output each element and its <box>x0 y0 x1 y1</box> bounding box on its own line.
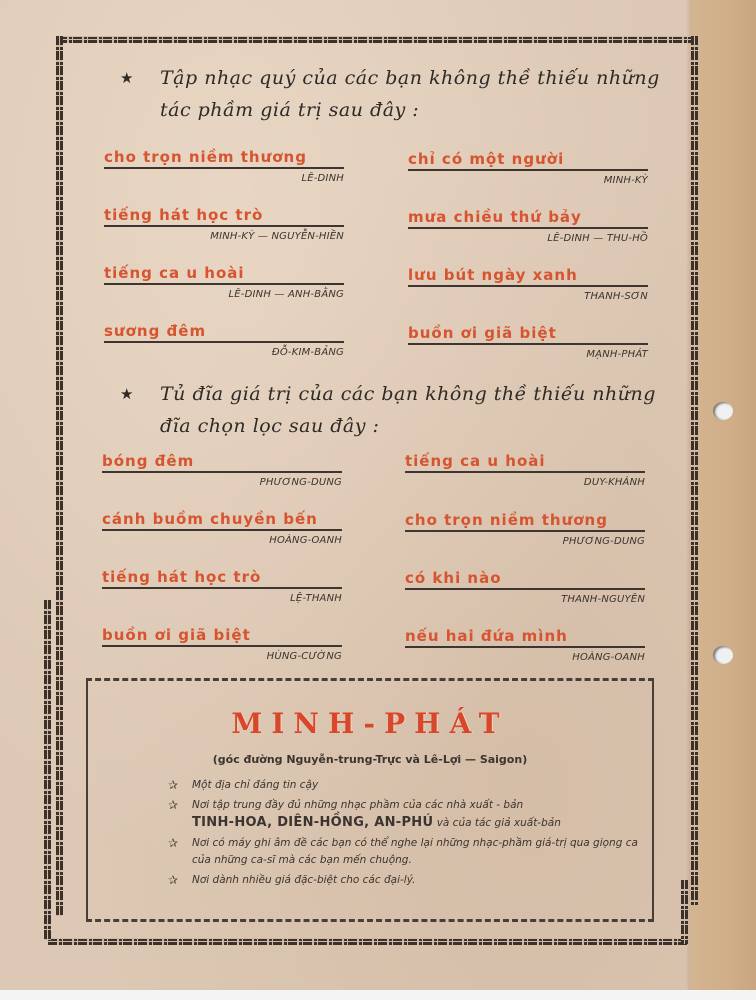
song-author: LÊ-DINH <box>301 173 344 184</box>
song-author: MINH-KỲ <box>603 175 648 186</box>
shop-address: (góc đường Nguyễn-trung-Trực và Lê-Lợi — Saigon) <box>212 753 528 766</box>
song-author: LÊ-DINH — ANH-BẰNG <box>228 289 344 300</box>
record-item <box>102 452 342 488</box>
border-left-top <box>56 36 63 916</box>
divider <box>405 588 645 590</box>
divider <box>408 343 648 345</box>
record-item <box>102 510 342 546</box>
song-author: ĐỖ-KIM-BẢNG <box>271 347 344 358</box>
border-left-bottom <box>44 600 51 940</box>
section1-line1: Tập nhạc quý của các bạn không thề thiếu những <box>160 67 660 89</box>
song-author: THANH-SƠN <box>584 291 648 302</box>
back-cover-flap <box>690 0 756 990</box>
feature-item <box>168 872 638 889</box>
record-singer: HÙNG-CƯỜNG <box>266 651 342 662</box>
divider <box>102 645 342 647</box>
border-bottom <box>48 938 688 945</box>
record-item <box>102 568 342 604</box>
song-item <box>104 148 344 184</box>
song-item <box>408 324 648 360</box>
record-title: bóng đêm <box>102 452 195 470</box>
record-singer: DUY-KHÁNH <box>583 477 645 488</box>
divider <box>102 587 342 589</box>
song-title: cho trọn niềm thương <box>104 148 307 166</box>
star-outline-icon: ✰ <box>168 778 179 792</box>
song-title: tiếng ca u hoài <box>104 264 245 282</box>
star-outline-icon: ✰ <box>168 836 179 850</box>
divider <box>408 227 648 229</box>
song-item <box>408 150 648 186</box>
star-outline-icon: ✰ <box>168 873 179 887</box>
song-author: MẠNH-PHÁT <box>586 349 648 360</box>
record-singer: PHƯƠNG-DUNG <box>562 536 645 547</box>
divider <box>104 283 344 285</box>
divider <box>102 471 342 473</box>
song-item <box>408 208 648 244</box>
song-item <box>104 206 344 242</box>
record-item <box>405 627 645 663</box>
shop-features <box>168 777 638 892</box>
section2-line1: Tủ đĩa giá trị của các bạn không thề thiếu những <box>160 383 656 405</box>
record-title: nếu hai đứa mình <box>405 627 568 645</box>
feature-text-tail: và của tác giả xuất-bản <box>436 817 561 829</box>
record-singer: HOÀNG-OANH <box>269 535 342 546</box>
song-author: LÊ-DINH — THU-HỒ <box>547 233 648 244</box>
feature-item <box>168 777 638 794</box>
binding-hole-bottom <box>713 646 733 664</box>
record-item <box>405 452 645 488</box>
record-title: cánh buồm chuyền bến <box>102 510 318 528</box>
record-item <box>102 626 342 662</box>
scan-edge <box>0 990 756 1000</box>
record-item <box>405 511 645 547</box>
song-author: MINH-KỲ — NGUYỄN-HIỀN <box>210 231 344 242</box>
record-singer: HOÀNG-OANH <box>572 652 645 663</box>
song-item <box>408 266 648 302</box>
border-top <box>58 36 698 43</box>
song-title: lưu bút ngày xanh <box>408 266 578 284</box>
section1-intro <box>120 62 680 126</box>
divider <box>104 225 344 227</box>
publisher-names: TINH-HOA, DIÊN-HỒNG, AN-PHÚ <box>192 815 434 830</box>
binding-hole-top <box>713 402 733 420</box>
divider <box>104 341 344 343</box>
record-singer: THANH-NGUYÊN <box>561 594 645 605</box>
feature-item <box>168 797 638 832</box>
song-title: buồn ơi giã biệt <box>408 324 557 342</box>
record-title: tiếng ca u hoài <box>405 452 546 470</box>
divider <box>405 471 645 473</box>
feature-text: Nơi tập trung đầy đủ những nhạc phầm của các nhà xuất - bản <box>192 799 524 811</box>
border-right <box>691 36 698 906</box>
record-singer: LỆ-THANH <box>290 593 342 604</box>
section2-intro <box>120 378 680 442</box>
section2-line2: đĩa chọn lọc sau đây : <box>160 415 380 437</box>
shop-name: MINH-PHÁT <box>231 707 509 740</box>
song-item <box>104 322 344 358</box>
feature-item <box>168 835 638 869</box>
divider <box>102 529 342 531</box>
star-icon: ★ <box>120 69 134 87</box>
divider <box>408 169 648 171</box>
record-title: buồn ơi giã biệt <box>102 626 251 644</box>
song-title: tiếng hát học trò <box>104 206 264 224</box>
song-title: chỉ có một người <box>408 150 565 168</box>
record-title: có khi nào <box>405 569 502 587</box>
song-title: mưa chiều thứ bảy <box>408 208 582 226</box>
feature-text: Nơi dành nhiều giá đặc-biệt cho các đại-lý. <box>192 874 416 886</box>
song-title: sương đêm <box>104 322 207 340</box>
record-title: tiếng hát học trò <box>102 568 262 586</box>
divider <box>405 646 645 648</box>
star-icon: ★ <box>120 385 134 403</box>
record-item <box>405 569 645 605</box>
record-title: cho trọn niềm thương <box>405 511 608 529</box>
star-outline-icon: ✰ <box>168 798 179 812</box>
divider <box>408 285 648 287</box>
feature-text: Nơi có máy ghi âm đề các bạn có thể nghe lại những nhạc-phầm giá-trị qua giọng ca của những ca-sĩ mà các bạn mến chuộng. <box>192 837 638 866</box>
feature-text: Một địa chỉ đáng tin cậy <box>192 779 319 791</box>
divider <box>405 530 645 532</box>
song-item <box>104 264 344 300</box>
border-right-bottom <box>681 880 688 944</box>
divider <box>104 167 344 169</box>
shop-ad-box <box>86 678 654 922</box>
section1-line2: tác phầm giá trị sau đây : <box>160 99 420 121</box>
record-singer: PHƯƠNG-DUNG <box>259 477 342 488</box>
